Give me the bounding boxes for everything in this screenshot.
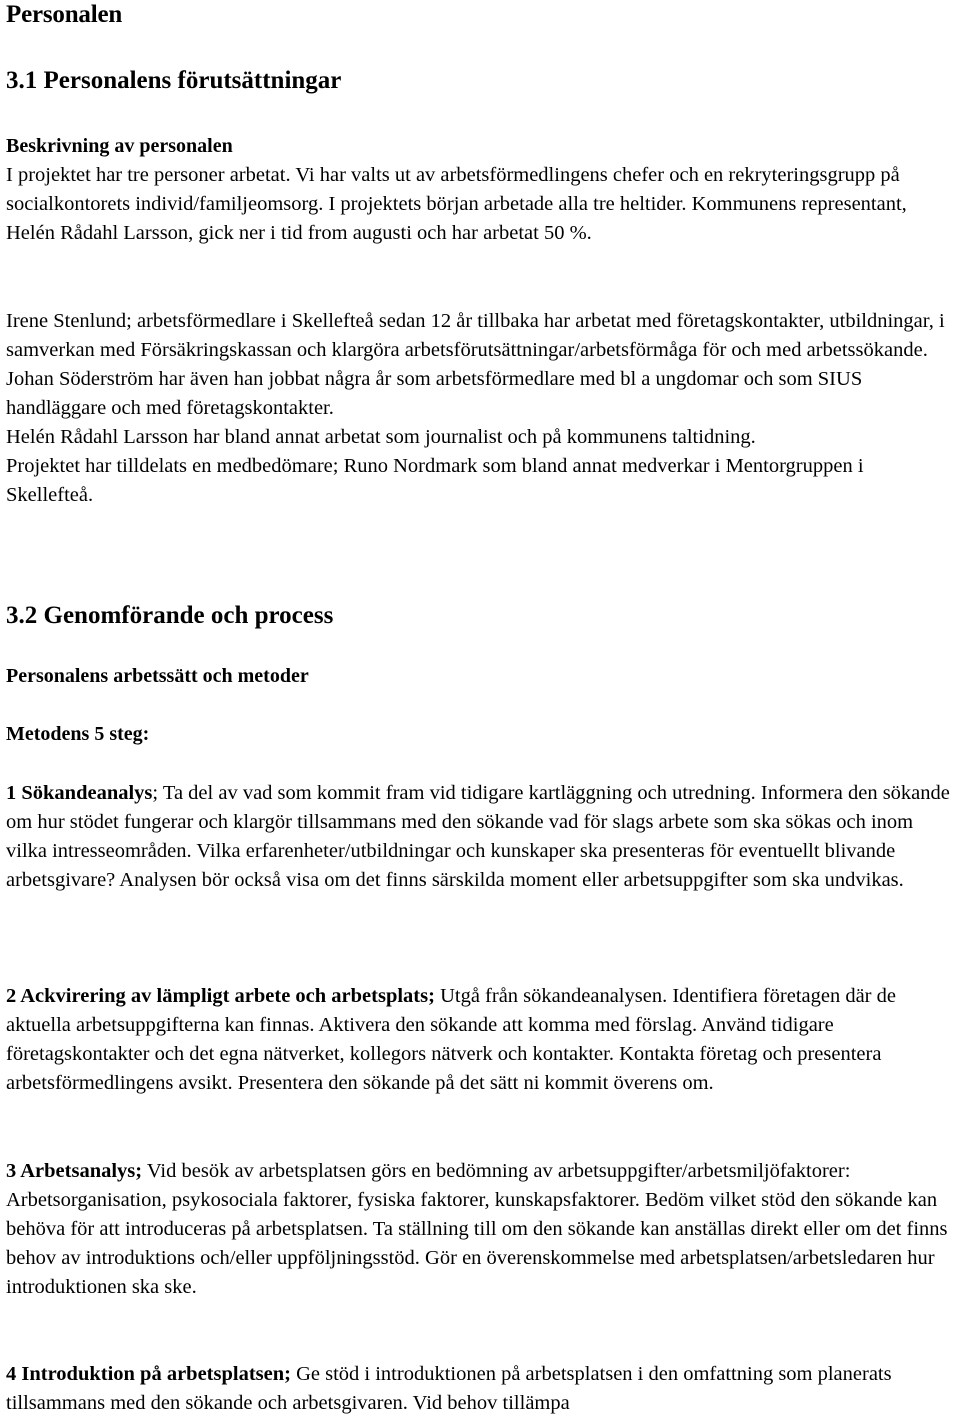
step-4 [6, 1360, 952, 1418]
subheading-metodens-steg: Metodens 5 steg: [6, 723, 150, 745]
step-3-text: Vid besök av arbetsplatsen görs en bedömning av arbetsuppgifter/arbetsmiljöfaktorer: Arbetsorganisation, psykosociala faktorer, fysiska faktorer, kunskapsfaktorer. Bedöm vilket stöd den sökande kan behöva för att introduceras på arbetsplatsen. Ta ställning till om den sökande kan anställas direkt eller om det finns behov av introduktions och/eller uppföljningsstöd. Gör en överenskommelse med arbetsplatsen/arbetsledaren hur introduktionen ska ske. [6, 1160, 948, 1298]
paragraph-helen: Helén Rådahl Larsson har bland annat arbetat som journalist och på kommunens taltidning. [6, 426, 756, 448]
step-1-text: ; Ta del av vad som kommit fram vid tidigare kartläggning och utredning. Informera den sökande om hur stödet fungerar och klargör tillsammans med den sökande vad för slags arbete som ska sökas och inom vilka intresseområden. Vilka erfarenheter/utbildningar och kunskaper ska presenteras för eventuellt blivande arbetsgivare? Analysen bör också visa om det finns särskilda moment eller arbetsuppgifter som ska undvikas. [6, 782, 950, 891]
step-4-title: 4 Introduktion på arbetsplatsen; [6, 1363, 291, 1385]
paragraph-irene: Irene Stenlund; arbetsförmedlare i Skellefteå sedan 12 år tillbaka har arbetat med företagskontakter, utbildningar, i samverkan med Försäkringskassan och klargöra arbetsförutsättningar/arbetsförmåga för och med arbetssökande. [6, 310, 945, 361]
step-3 [6, 1157, 960, 1302]
step-2-text: Utgå från sökandeanalysen. Identifiera företagen där de aktuella arbetsuppgifterna kan finnas. Aktivera den sökande att komma med förslag. Använd tidigare företagskontakter och det egna nätverket, kollegors nätverk och kontakter. Kontakta företag och presentera arbetsförmedlingens avsikt. Presentera den sökande på det sätt ni kommit överens om. [6, 985, 896, 1094]
paragraph-intro: I projektet har tre personer arbetat. Vi har valts ut av arbetsförmedlingens chefer och en rekryteringsgrupp på socialkontorets individ/familjeomsorg. I projektets början arbetade alla tre heltider. Kommunens representant, Helén Rådahl Larsson, gick ner i tid from augusti och har arbetat 50 %. [6, 164, 907, 244]
step-4-text: Ge stöd i introduktionen på arbetsplatsen i den omfattning som planerats tillsammans med den sökande och arbetsgivaren. Vid behov tillämpa [6, 1363, 892, 1414]
step-1-title: 1 Sökandeanalys [6, 782, 153, 804]
section-heading-3-1: 3.1 Personalens förutsättningar [6, 67, 342, 94]
subheading-arbetssatt: Personalens arbetssätt och metoder [6, 665, 309, 687]
paragraph-johan: Johan Söderström har även han jobbat några år som arbetsförmedlare med bl a ungdomar och som SIUS handläggare och med företagskontakter. [6, 368, 863, 419]
step-3-title: 3 Arbetsanalys; [6, 1160, 143, 1182]
section-heading-3-2: 3.2 Genomförande och process [6, 602, 334, 629]
page-title: Personalen [6, 1, 123, 28]
step-2-title: 2 Ackvirering av lämpligt arbete och arbetsplats; [6, 985, 435, 1007]
staff-block [6, 307, 952, 510]
step-1 [6, 779, 952, 895]
paragraph-runo: Projektet har tilldelats en medbedömare; Runo Nordmark som bland annat medverkar i Mentorgruppen i Skellefteå. [6, 455, 864, 506]
subheading-beskrivning: Beskrivning av personalen [6, 135, 233, 157]
step-2 [6, 982, 952, 1098]
